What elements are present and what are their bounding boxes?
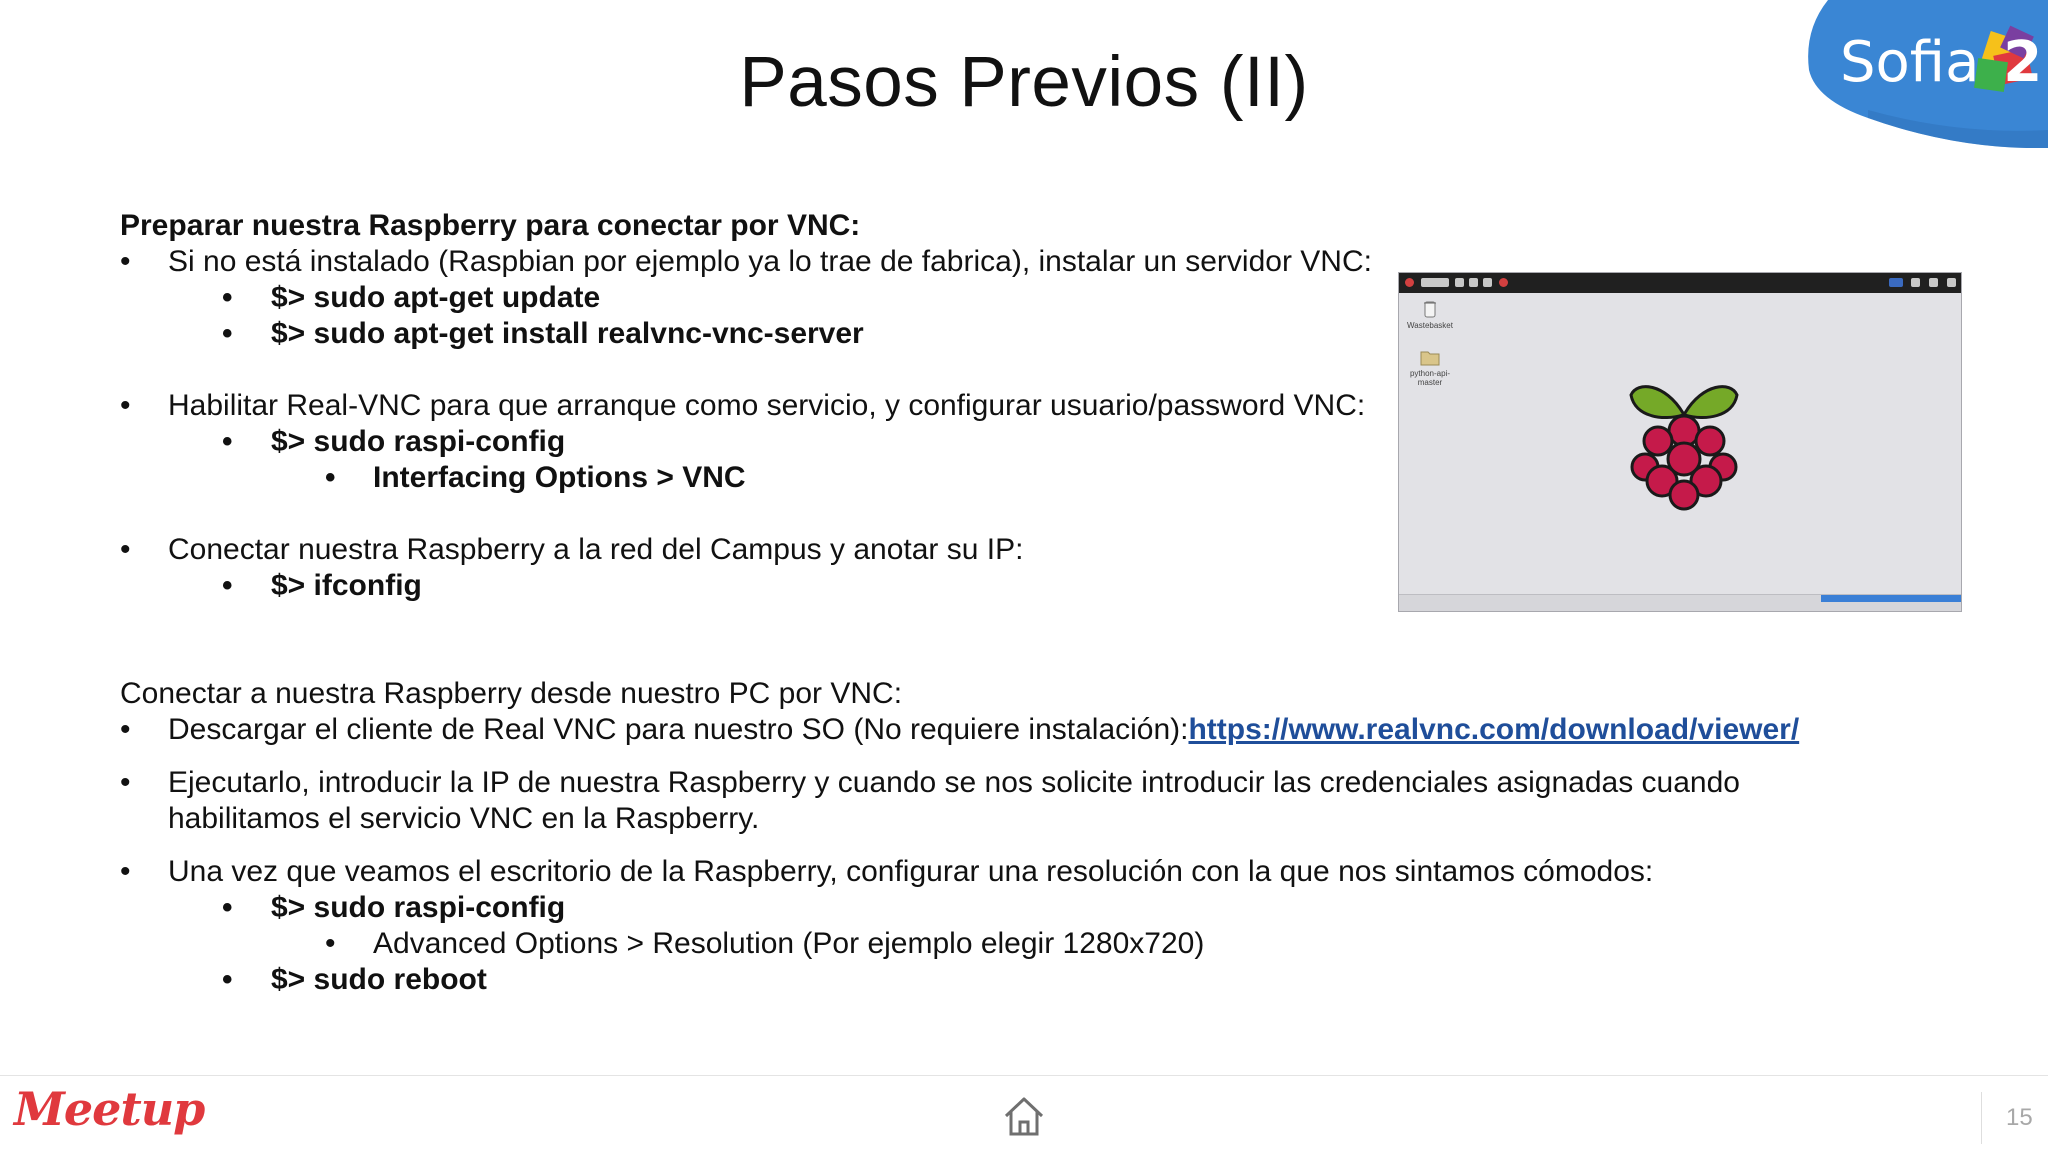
bullet: • xyxy=(120,713,131,746)
bullet: • xyxy=(222,891,233,924)
menu-icon xyxy=(1405,278,1414,287)
realvnc-download-link[interactable]: https://www.realvnc.com/download/viewer/ xyxy=(1188,713,1800,746)
folder-icon xyxy=(1469,278,1478,287)
bullet: • xyxy=(120,855,131,888)
status-indicator xyxy=(1821,595,1961,602)
raspberry-desktop-screenshot xyxy=(1398,272,1962,612)
app-icon xyxy=(1499,278,1508,287)
bullet: • xyxy=(222,569,233,602)
logo-text xyxy=(1840,30,2042,95)
page-number: 15 xyxy=(2006,1104,2033,1131)
bullet: • xyxy=(222,317,233,350)
vnc-icon xyxy=(1889,278,1903,287)
command-text: $> sudo raspi-config xyxy=(271,425,566,458)
command-text: $> sudo raspi-config xyxy=(271,891,566,924)
meetup-logo: Meetup xyxy=(14,1082,205,1136)
slide-title: Pasos Previos (II) xyxy=(739,43,1309,122)
folder-icon xyxy=(1419,347,1441,367)
item-text: Descargar el cliente de Real VNC para nuestro SO (No requiere instalación): xyxy=(168,713,1189,746)
item-text: Ejecutarlo, introducir la IP de nuestra Raspberry y cuando se nos solicite introducir las credenciales asignadas cuando habilitamos el servicio VNC en la Raspberry. xyxy=(168,766,1740,835)
logo-word: Sofia xyxy=(1840,30,1980,95)
list-item xyxy=(120,765,1920,837)
item-text: Conectar nuestra Raspberry a la red del Campus y anotar su IP: xyxy=(168,533,1024,566)
bluetooth-icon xyxy=(1911,278,1920,287)
bullet: • xyxy=(222,963,233,996)
wastebasket-icon xyxy=(1419,299,1441,319)
item-text: Una vez que veamos el escritorio de la Raspberry, configurar una resolución con la que nos sintamos cómodos: xyxy=(168,855,1654,888)
command-text: $> sudo apt-get install realvnc-vnc-server xyxy=(271,317,864,350)
terminal-icon xyxy=(1483,278,1492,287)
footer-divider xyxy=(0,1075,2048,1076)
bullet: • xyxy=(120,245,131,278)
bullet: • xyxy=(222,281,233,314)
command-text: $> ifconfig xyxy=(271,569,422,602)
raspberry-pi-logo xyxy=(1625,373,1743,513)
list-item xyxy=(120,890,1920,926)
wastebasket-label: Wastebasket xyxy=(1407,321,1453,330)
vnc-statusbar xyxy=(1399,594,1961,611)
list-item xyxy=(120,926,1920,962)
bullet: • xyxy=(120,766,131,799)
item-text: Advanced Options > Resolution (Por ejemplo elegir 1280x720) xyxy=(373,927,1205,960)
command-text: $> sudo reboot xyxy=(271,963,487,996)
home-icon[interactable] xyxy=(1002,1094,1046,1138)
volume-icon xyxy=(1947,278,1956,287)
command-text: Interfacing Options > VNC xyxy=(373,461,746,494)
bullet: • xyxy=(325,461,336,494)
footer-separator xyxy=(1981,1092,1982,1144)
command-text: $> sudo apt-get update xyxy=(271,281,601,314)
bullet: • xyxy=(325,927,336,960)
vnc-titlebar xyxy=(1399,273,1961,293)
wifi-icon xyxy=(1929,278,1938,287)
section1-heading: Preparar nuestra Raspberry para conectar por VNC: xyxy=(120,209,861,242)
list-item xyxy=(120,854,1920,890)
section2-heading: Conectar a nuestra Raspberry desde nuestro PC por VNC: xyxy=(120,677,903,710)
list-item xyxy=(120,712,1920,748)
python-folder-label: python-api-master xyxy=(1409,369,1451,387)
item-text: Si no está instalado (Raspbian por ejemplo ya lo trae de fabrica), instalar un servidor VNC: xyxy=(168,245,1372,278)
item-text: Habilitar Real-VNC para que arranque como servicio, y configurar usuario/password VNC: xyxy=(168,389,1366,422)
menu-button-icon xyxy=(1421,278,1449,287)
list-item xyxy=(120,962,1920,998)
bullet: • xyxy=(120,533,131,566)
bullet: • xyxy=(120,389,131,422)
bullet: • xyxy=(222,425,233,458)
browser-icon xyxy=(1455,278,1464,287)
logo-number: 2 xyxy=(2003,30,2043,95)
